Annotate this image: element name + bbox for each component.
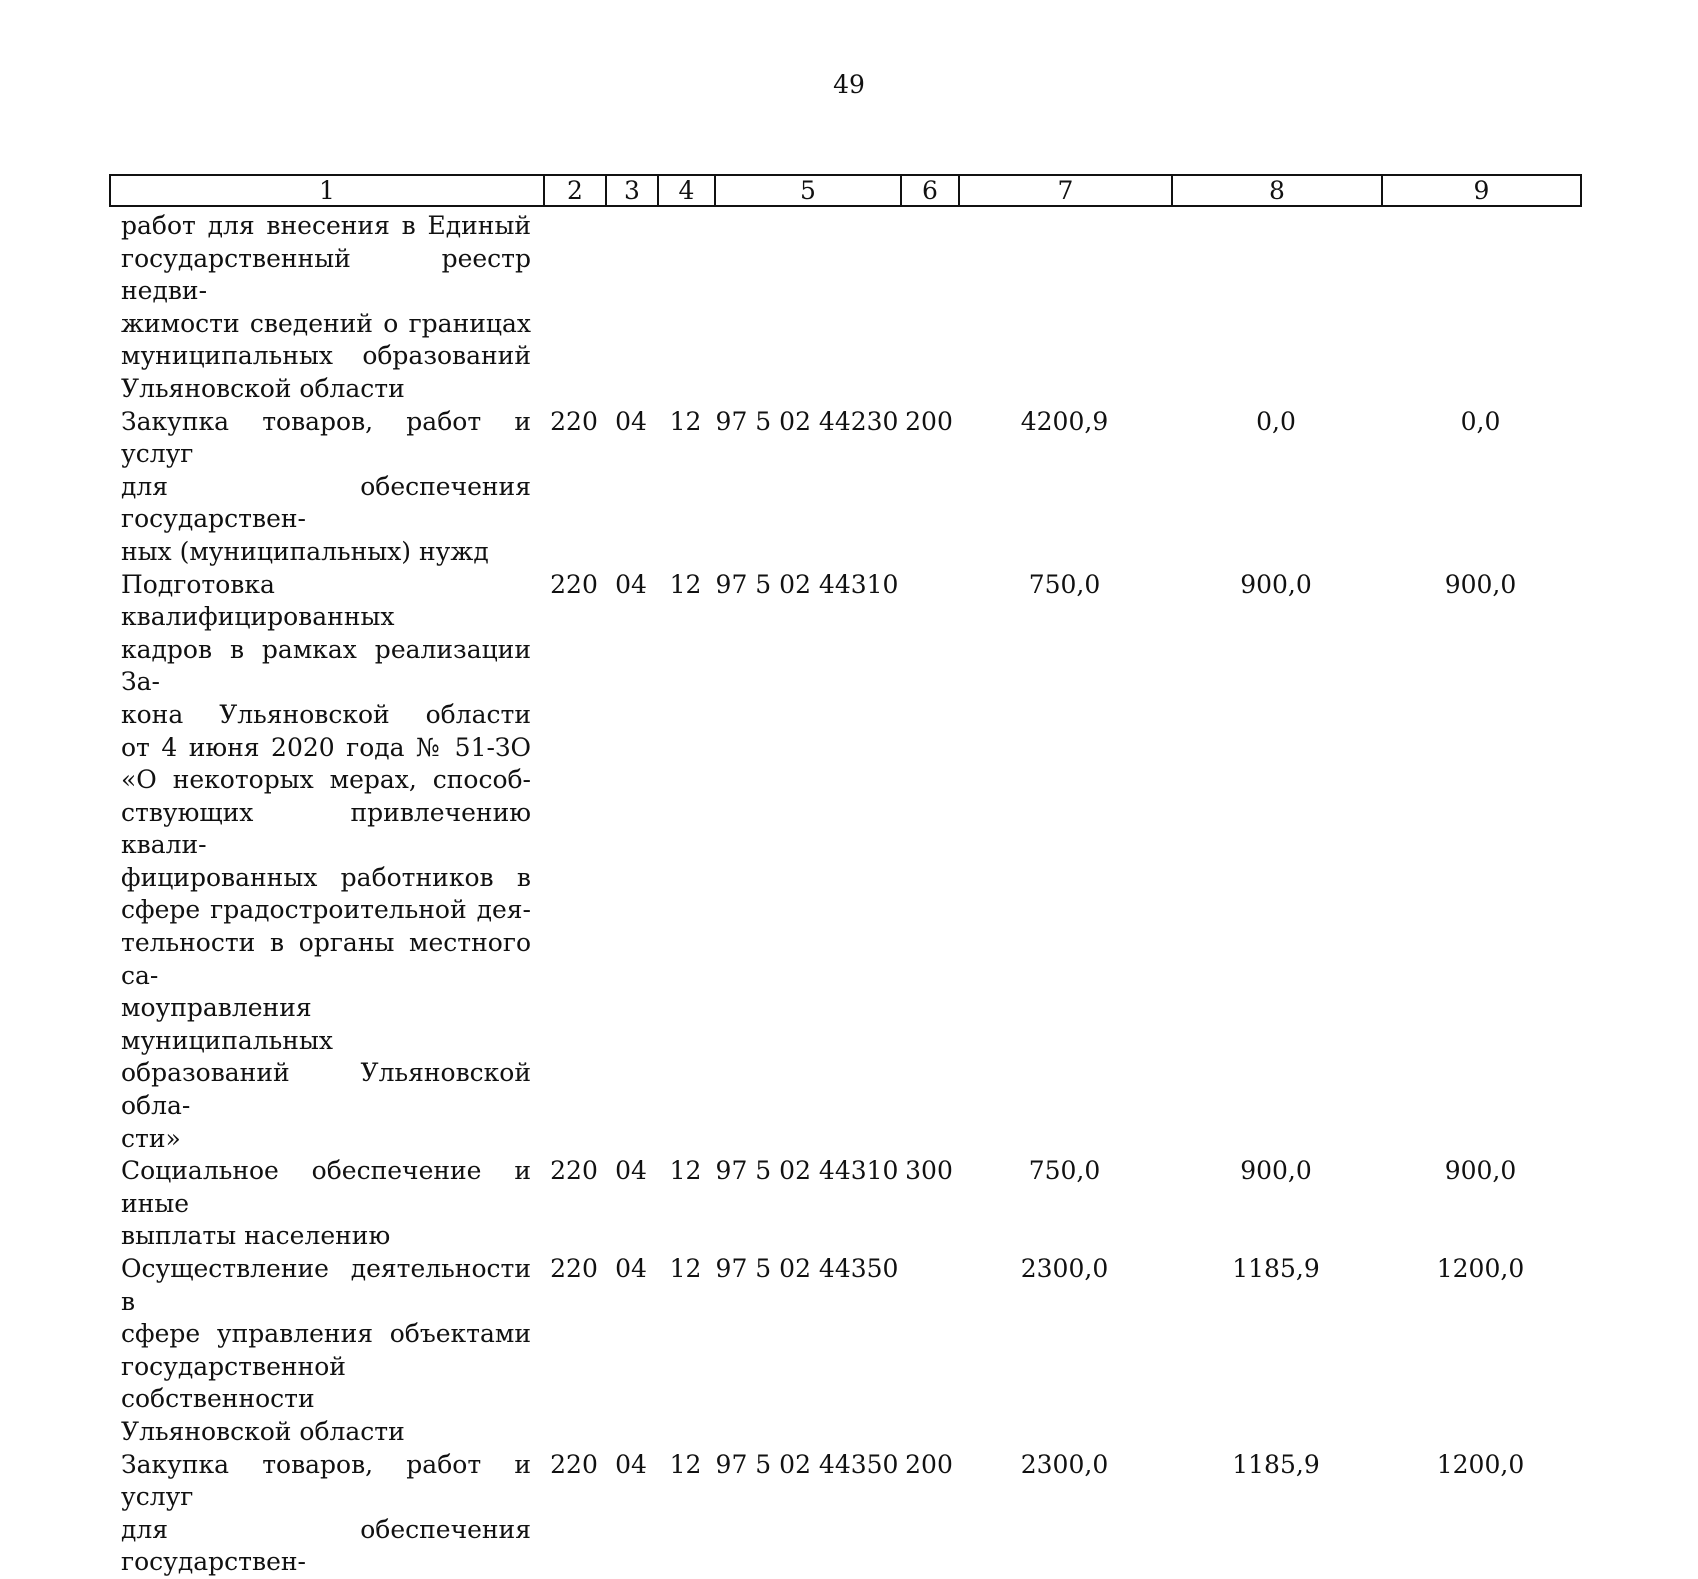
description-line: «О некоторых мерах, способ- [121,765,531,795]
header-col-4: 4 [658,175,715,206]
description-line: работ для внесения в Единый [121,211,531,240]
cell-c8: 900,0 [1240,1156,1312,1186]
header-col-9: 9 [1382,175,1581,206]
table-row [109,1449,1580,1579]
cell-c7: 2300,0 [1020,1449,1109,1479]
description-line: сфере управления объектами [121,1319,531,1349]
cell-c5: 97 5 02 44350 [715,1449,899,1479]
cell-c5: 97 5 02 44310 [715,569,899,599]
row-description [109,569,543,1156]
description-line: Подготовка квалифицированных [121,569,395,632]
table-row [109,1155,1580,1253]
header-col-3: 3 [606,175,658,206]
cell-c8: 0,0 [1256,406,1296,436]
table-row [109,1253,1580,1449]
row-description [109,406,543,569]
cell-c6: 200 [905,1449,953,1479]
cell-c7: 750,0 [1028,1156,1101,1186]
cell-c2: 220 [550,406,598,436]
cell-c2: 220 [550,1156,598,1186]
cell-c2: 220 [550,1254,598,1283]
row-description [109,1253,543,1449]
description-line: Закупка товаров, работ и услуг [121,406,531,469]
description-line: моуправления муниципальных [121,993,333,1055]
description-line: фицированных работников в [121,862,531,892]
cell-c9: 900,0 [1444,1156,1517,1186]
table-row [109,406,1580,569]
table-body [109,210,1580,1579]
row-description [109,1449,543,1579]
cell-c7: 4200,9 [1020,406,1109,436]
description-line: кадров в рамках реализации За- [121,634,531,697]
header-col-2: 2 [544,175,606,206]
cell-c3: 04 [615,1254,647,1283]
cell-c8: 900,0 [1240,569,1312,599]
cell-c9: 1200,0 [1436,1254,1525,1283]
cell-c5: 97 5 02 44230 [715,406,899,436]
cell-c7: 750,0 [1028,569,1101,599]
cell-c7: 2300,0 [1020,1254,1109,1283]
cell-c4: 12 [669,1156,702,1186]
description-line: сти» [121,1123,181,1153]
description-line: для обеспечения государствен- [121,471,531,534]
description-line: образований Ульяновской обла- [121,1058,531,1121]
table-header [109,174,1582,207]
description-line: ных (муниципальных) нужд [121,536,489,566]
cell-c6: 300 [905,1156,953,1186]
description-line: Ульяновской области [121,1416,405,1446]
cell-c4: 12 [669,406,702,436]
cell-c3: 04 [615,1156,647,1186]
cell-c4: 12 [669,1254,702,1283]
description-line: Закупка товаров, работ и услуг [121,1449,531,1512]
cell-c5: 97 5 02 44310 [715,1156,899,1186]
cell-c3: 04 [615,569,647,599]
description-line: государственной собственности [121,1351,346,1414]
header-col-8: 8 [1172,175,1382,206]
table-row [109,569,1580,1156]
cell-c3: 04 [615,1449,647,1479]
description-line: кона Ульяновской области [121,699,531,729]
cell-c4: 12 [669,569,702,599]
cell-c9: 1200,0 [1436,1449,1525,1479]
cell-c9: 900,0 [1444,569,1517,599]
page-number: 49 [833,70,865,99]
cell-c6: 200 [905,406,953,436]
description-line: Ульяновской области [121,373,405,403]
row-description [109,1155,543,1253]
cell-c8: 1185,9 [1232,1254,1320,1283]
cell-c2: 220 [550,1449,598,1479]
description-line: ствующих привлечению квали- [121,797,531,860]
header-col-1: 1 [110,175,544,206]
table-row [109,210,1580,406]
description-line: для обеспечения государствен- [121,1514,531,1577]
cell-c8: 1185,9 [1232,1449,1320,1479]
description-line: муниципальных образований [121,341,531,371]
description-line: от 4 июня 2020 года № 51-ЗО [121,732,531,762]
description-line: сфере градостроительной дея- [121,895,531,925]
description-line: выплаты населению [121,1221,391,1251]
header-col-6: 6 [901,175,959,206]
cell-c5: 97 5 02 44350 [715,1254,899,1283]
description-line: тельности в органы местного са- [121,928,531,990]
description-line: Осуществление деятельности в [121,1254,531,1316]
header-col-7: 7 [959,175,1172,206]
header-col-5: 5 [715,175,901,206]
cell-c9: 0,0 [1460,406,1501,436]
description-line: государственный реестр недви- [121,243,531,306]
cell-c4: 12 [669,1449,702,1479]
cell-c3: 04 [615,406,647,436]
row-description [109,210,543,406]
description-line: Социальное обеспечение и иные [121,1156,531,1218]
description-line: жимости сведений о границах [121,308,531,338]
cell-c2: 220 [550,569,598,599]
